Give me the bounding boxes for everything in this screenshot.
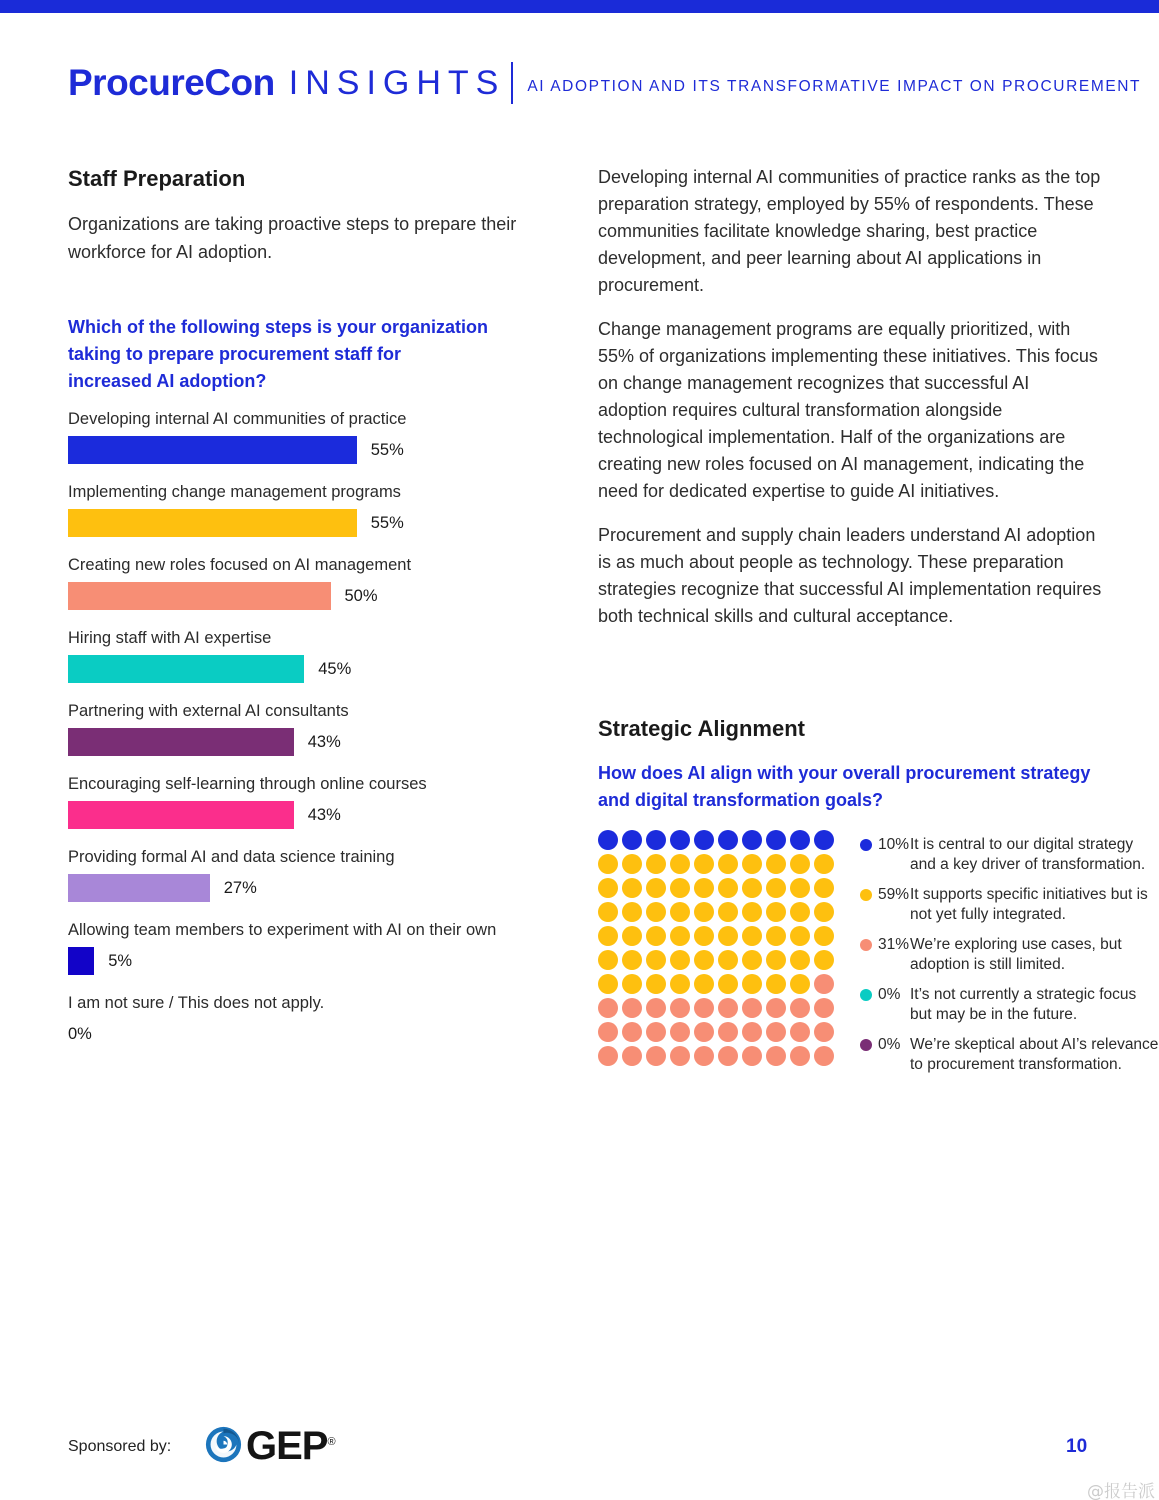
waffle-dot (718, 926, 738, 946)
bar-rect (68, 655, 304, 683)
waffle-dot (790, 878, 810, 898)
waffle-dot (742, 878, 762, 898)
waffle-dot (670, 950, 690, 970)
bar-rect (68, 874, 210, 902)
staff-preparation-intro: Organizations are taking proactive steps to prepare their workforce for AI adoption. (68, 214, 517, 262)
bar-category-label: Providing formal AI and data science training (68, 848, 395, 866)
waffle-dot (646, 878, 666, 898)
waffle-dot (718, 1022, 738, 1042)
waffle-dot (790, 950, 810, 970)
waffle-dot (598, 1046, 618, 1066)
sponsor-logo (205, 1424, 335, 1468)
bar-row (68, 410, 548, 480)
waffle-dot (718, 974, 738, 994)
waffle-dot (742, 998, 762, 1018)
waffle-dot (622, 998, 642, 1018)
bar-value-label: 55% (370, 441, 404, 459)
waffle-dot (694, 830, 714, 850)
header-divider (511, 62, 513, 104)
waffle-legend (860, 835, 1159, 1085)
waffle-dot (670, 926, 690, 946)
waffle-dot (766, 998, 786, 1018)
bar-row (68, 629, 548, 699)
waffle-dot (790, 1046, 810, 1066)
legend-pct: 10% (878, 836, 910, 853)
waffle-dot (598, 830, 618, 850)
legend-pct: 0% (878, 986, 901, 1003)
waffle-dot (670, 1046, 690, 1066)
body-paragraphs (598, 164, 1103, 647)
top-accent-bar (0, 0, 1159, 13)
waffle-dot (694, 1046, 714, 1066)
bar-row (68, 483, 548, 553)
page-number: 10 (1066, 1436, 1088, 1457)
waffle-dot (694, 950, 714, 970)
waffle-dot (670, 902, 690, 922)
waffle-dot (814, 974, 834, 994)
waffle-dot (766, 926, 786, 946)
waffle-dot (598, 1022, 618, 1042)
bar-chart (68, 410, 548, 1043)
waffle-dot (814, 926, 834, 946)
waffle-dot (670, 878, 690, 898)
bar-row (68, 994, 548, 1064)
waffle-dot (814, 1046, 834, 1066)
legend-row (860, 885, 1159, 925)
brand-logo-procurecon: ProcureCon (68, 62, 275, 103)
waffle-dot (646, 854, 666, 874)
bar-value-label: 45% (318, 660, 352, 678)
legend-row (860, 935, 1159, 975)
legend-pct: 31% (878, 936, 910, 953)
legend-dot (860, 889, 872, 901)
waffle-dot (670, 974, 690, 994)
legend-dot (860, 1039, 872, 1051)
bar-row (68, 775, 548, 845)
sponsored-by-label: Sponsored by: (68, 1438, 172, 1455)
bar-rect (68, 436, 357, 464)
waffle-chart (598, 830, 834, 1066)
waffle-dot (670, 998, 690, 1018)
waffle-dot (646, 830, 666, 850)
legend-label: It is central to our digital strategy and a key driver of transformation. (910, 836, 1146, 873)
waffle-dot (742, 950, 762, 970)
waffle-dot (694, 1022, 714, 1042)
waffle-dot (814, 902, 834, 922)
waffle-dot (646, 926, 666, 946)
waffle-dot (790, 998, 810, 1018)
waffle-dot (694, 998, 714, 1018)
waffle-dot (718, 998, 738, 1018)
bar-rect (68, 728, 294, 756)
waffle-dot (694, 902, 714, 922)
waffle-dot (742, 1046, 762, 1066)
waffle-dot (814, 950, 834, 970)
legend-dot (860, 839, 872, 851)
waffle-dot (814, 854, 834, 874)
waffle-dot (646, 950, 666, 970)
waffle-dot (598, 974, 618, 994)
bar-category-label: Partnering with external AI consultants (68, 702, 349, 720)
bar-value-label: 43% (307, 733, 341, 751)
waffle-dot (766, 902, 786, 922)
bar-value-label: 43% (307, 806, 341, 824)
waffle-dot (622, 1022, 642, 1042)
brand-logo-insights: INSIGHTS (288, 63, 506, 102)
waffle-dot (598, 998, 618, 1018)
waffle-dot (718, 878, 738, 898)
waffle-dot (718, 1046, 738, 1066)
waffle-dot (766, 878, 786, 898)
waffle-dot (790, 854, 810, 874)
report-subtitle: AI ADOPTION AND ITS TRANSFORMATIVE IMPACT ON PROCUREMENT (527, 78, 1142, 95)
waffle-dot (670, 854, 690, 874)
waffle-dot (670, 1022, 690, 1042)
body-paragraph: Change management programs are equally prioritized, with 55% of organizations implementing these initiatives. This focus on change management recognizes that successful AI adoption requires cultural transformation alongside technological implementation. Half of the organizations are creating new roles focused on AI management, indicating the need for dedicated expertise to guide AI initiatives. (598, 319, 1098, 501)
waffle-dot (742, 830, 762, 850)
waffle-dot (694, 854, 714, 874)
bar-row (68, 921, 548, 991)
bar-category-label: Implementing change management programs (68, 483, 401, 501)
waffle-dot (766, 950, 786, 970)
waffle-dot (790, 902, 810, 922)
waffle-dot (814, 1022, 834, 1042)
section-heading-strategic-alignment: Strategic Alignment (598, 716, 805, 741)
waffle-dot (598, 854, 618, 874)
waffle-dot (742, 1022, 762, 1042)
legend-row (860, 985, 1159, 1025)
waffle-dot (742, 902, 762, 922)
waffle-dot (766, 974, 786, 994)
legend-label: It supports specific initiatives but is not yet fully integrated. (910, 886, 1148, 923)
legend-dot (860, 939, 872, 951)
watermark: @报告派 (1087, 1482, 1155, 1500)
survey-question-alignment: How does AI align with your overall procurement strategy and digital transformation goals? (598, 763, 1091, 810)
bar-rect (68, 801, 294, 829)
waffle-dot (742, 974, 762, 994)
waffle-dot (598, 902, 618, 922)
waffle-dot (790, 1022, 810, 1042)
bar-rect (68, 582, 331, 610)
waffle-dot (622, 830, 642, 850)
header (68, 62, 1141, 104)
waffle-dot (598, 950, 618, 970)
body-paragraph: Developing internal AI communities of practice ranks as the top preparation strategy, employed by 55% of respondents. These communities facilitate knowledge sharing, best practice development, and peer learning about AI applications in procurement. (598, 167, 1101, 295)
bar-category-label: Creating new roles focused on AI management (68, 556, 412, 574)
bar-category-label: Allowing team members to experiment with AI on their own (68, 921, 497, 939)
bar-value-label: 5% (108, 952, 133, 970)
survey-question-staff: Which of the following steps is your organization taking to prepare procurement staff for increased AI adoption? (68, 317, 489, 391)
waffle-dot (646, 1022, 666, 1042)
waffle-dot (670, 830, 690, 850)
registered-trademark: ® (327, 1436, 335, 1448)
waffle-dot (622, 854, 642, 874)
waffle-dot (622, 878, 642, 898)
legend-label: It’s not currently a strategic focus but may be in the future. (910, 986, 1137, 1023)
bar-value-label: 55% (370, 514, 404, 532)
waffle-dot (598, 878, 618, 898)
bar-rect (68, 509, 357, 537)
bar-category-label: Encouraging self-learning through online courses (68, 775, 427, 793)
legend-row (860, 835, 1159, 875)
waffle-dot (766, 830, 786, 850)
legend-pct: 59% (878, 886, 910, 903)
waffle-dot (718, 902, 738, 922)
waffle-dot (790, 974, 810, 994)
waffle-dot (646, 902, 666, 922)
bar-category-label: Developing internal AI communities of practice (68, 410, 407, 428)
waffle-dot (790, 830, 810, 850)
waffle-dot (718, 830, 738, 850)
gep-swirl-icon (205, 1426, 242, 1463)
legend-dot (860, 989, 872, 1001)
bar-row (68, 556, 548, 626)
waffle-dot (622, 926, 642, 946)
waffle-dot (598, 926, 618, 946)
bar-rect (68, 947, 94, 975)
waffle-dot (766, 1046, 786, 1066)
waffle-dot (718, 950, 738, 970)
waffle-dot (742, 854, 762, 874)
body-paragraph: Procurement and supply chain leaders understand AI adoption is as much about people as technology. These preparation strategies recognize that successful AI implementation requires both technical skills and cultural acceptance. (598, 525, 1102, 626)
waffle-dot (694, 974, 714, 994)
legend-pct: 0% (878, 1036, 901, 1053)
bar-value-label: 0% (68, 1025, 92, 1043)
legend-row (860, 1035, 1159, 1075)
section-heading-staff-preparation: Staff Preparation (68, 166, 246, 191)
bar-value-label: 50% (344, 587, 378, 605)
waffle-dot (694, 878, 714, 898)
bar-row (68, 848, 548, 918)
waffle-dot (694, 926, 714, 946)
waffle-dot (718, 854, 738, 874)
bar-category-label: Hiring staff with AI expertise (68, 629, 272, 647)
waffle-dot (646, 974, 666, 994)
waffle-dot (622, 902, 642, 922)
waffle-dot (742, 926, 762, 946)
legend-label: We’re exploring use cases, but adoption is still limited. (910, 936, 1122, 973)
bar-row (68, 702, 548, 772)
waffle-dot (622, 1046, 642, 1066)
bar-category-label: I am not sure / This does not apply. (68, 994, 325, 1012)
waffle-dot (622, 950, 642, 970)
waffle-dot (766, 854, 786, 874)
sponsor-name: GEP® (246, 1424, 335, 1468)
waffle-dot (790, 926, 810, 946)
waffle-dot (814, 830, 834, 850)
waffle-dot (814, 878, 834, 898)
waffle-dot (766, 1022, 786, 1042)
waffle-dot (622, 974, 642, 994)
waffle-dot (646, 998, 666, 1018)
bar-value-label: 27% (223, 879, 257, 897)
waffle-dot (814, 998, 834, 1018)
legend-label: We’re skeptical about AI’s relevance to procurement transformation. (910, 1036, 1159, 1073)
waffle-dot (646, 1046, 666, 1066)
